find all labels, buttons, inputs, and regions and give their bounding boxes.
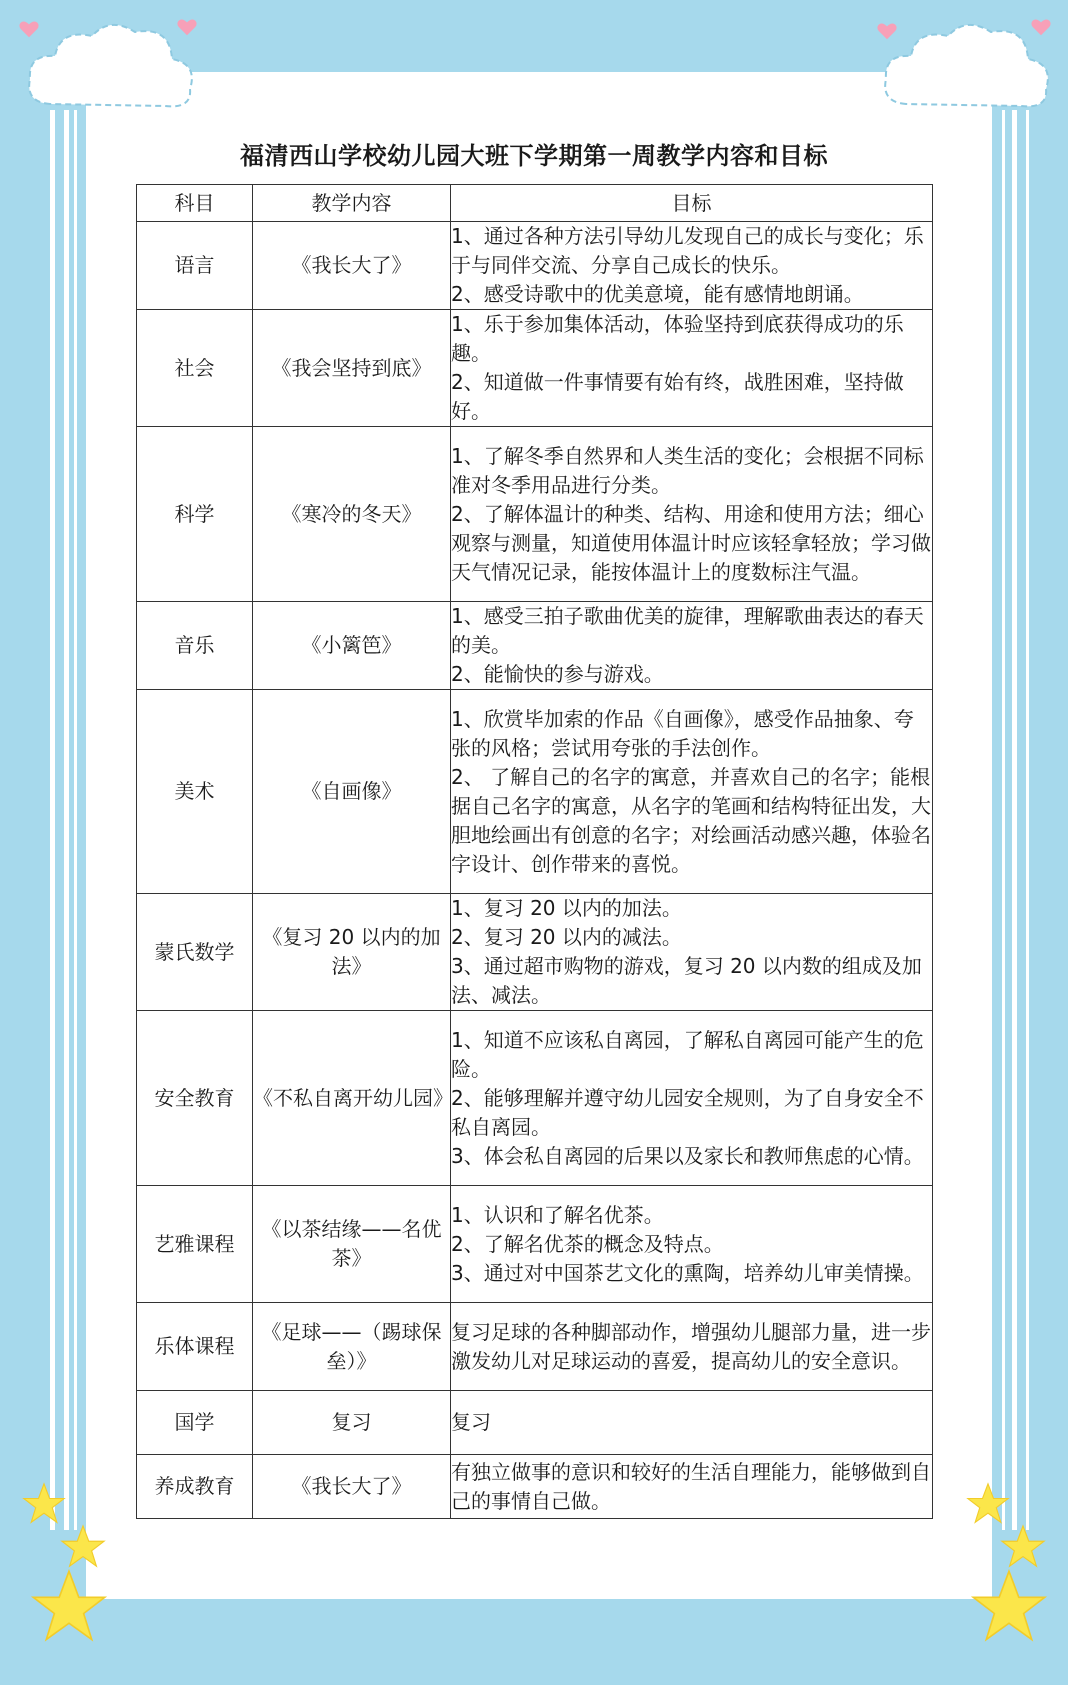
goal-cell: [451, 1186, 933, 1303]
goal-line: 1、认识和了解名优茶。: [451, 1202, 664, 1227]
goal-cell: [451, 894, 933, 1011]
table-row: [137, 602, 933, 690]
content-cell: 《我会坚持到底》: [253, 310, 451, 427]
goal-line: 1、知道不应该私自离园，了解私自离园可能产生的危险。: [451, 1027, 924, 1081]
goal-line: 3、体会私自离园的后果以及家长和教师焦虑的心情。: [451, 1143, 924, 1168]
content-cell: 《不私自离开幼儿园》: [253, 1011, 451, 1186]
content-cell: 《足球——（踢球保垒）》: [253, 1303, 451, 1391]
goal-line: 2、 了解自己的名字的寓意，并喜欢自己的名字；能根据自己名字的寓意，从名字的笔画和结构特征出发，大胆地绘画出有创意的名字；对绘画活动感兴趣，体验名字设计、创作带来的喜悦。: [451, 764, 931, 876]
heart-icon: [176, 16, 198, 38]
goal-line: 2、了解名优茶的概念及特点。: [451, 1231, 724, 1256]
goal-cell: [451, 1011, 933, 1186]
star-icon: [970, 1568, 1048, 1646]
goal-line: 有独立做事的意识和较好的生活自理能力，能够做到自己的事情自己做。: [451, 1459, 931, 1513]
table-row: [137, 427, 933, 602]
content-cell: 《寒冷的冬天》: [253, 427, 451, 602]
goal-cell: [451, 1303, 933, 1391]
content-cell: 《我长大了》: [253, 222, 451, 310]
left-stripe: [74, 110, 77, 1530]
goal-line: 复习足球的各种脚部动作，增强幼儿腿部力量，进一步激发幼儿对足球运动的喜爱，提高幼儿的安全意识。: [451, 1319, 931, 1373]
table-row: [137, 1391, 933, 1455]
table-row: [137, 310, 933, 427]
goal-line: 2、能够理解并遵守幼儿园安全规则，为了自身安全不私自离园。: [451, 1085, 924, 1139]
heart-icon: [18, 18, 40, 40]
right-stripe: [1012, 110, 1017, 1530]
table-body: [137, 222, 933, 1519]
goal-line: 2、知道做一件事情要有始有终，战胜困难，坚持做好。: [451, 370, 904, 423]
cloud-icon: [876, 14, 1056, 124]
goal-cell: [451, 1391, 933, 1455]
cloud-icon: [20, 14, 200, 124]
subject-cell: 蒙氏数学: [137, 894, 253, 1011]
goal-cell: [451, 690, 933, 894]
left-stripe: [50, 110, 55, 1530]
content-cell: 《小篱笆》: [253, 602, 451, 690]
header-content: 教学内容: [253, 185, 451, 222]
subject-cell: 科学: [137, 427, 253, 602]
page-title: 福清西山学校幼儿园大班下学期第一周教学内容和目标: [240, 142, 828, 170]
goal-line: 1、欣赏毕加索的作品《自画像》，感受作品抽象、夸张的风格；尝试用夸张的手法创作。: [451, 706, 914, 760]
goal-line: 3、通过超市购物的游戏，复习 20 以内数的组成及加法、减法。: [451, 954, 922, 1007]
goal-cell: [451, 602, 933, 690]
goal-line: 3、通过对中国茶艺文化的熏陶，培养幼儿审美情操。: [451, 1260, 924, 1285]
subject-cell: 美术: [137, 690, 253, 894]
table-row: [137, 894, 933, 1011]
content-cell: 《自画像》: [253, 690, 451, 894]
table-row: [137, 690, 933, 894]
goal-line: 2、了解体温计的种类、结构、用途和使用方法；细心观察与测量，知道使用体温计时应该轻拿轻放；学习做天气情况记录，能按体温计上的度数标注气温。: [451, 501, 931, 584]
goal-line: 2、复习 20 以内的减法。: [451, 925, 682, 949]
subject-cell: 艺雅课程: [137, 1186, 253, 1303]
goal-line: 1、了解冬季自然界和人类生活的变化；会根据不同标准对冬季用品进行分类。: [451, 443, 924, 497]
star-icon: [22, 1482, 66, 1526]
star-icon: [966, 1482, 1010, 1526]
goal-line: 复习: [451, 1410, 491, 1434]
table-row: [137, 1186, 933, 1303]
goal-line: 2、感受诗歌中的优美意境，能有感情地朗诵。: [451, 282, 864, 306]
heart-icon: [1030, 16, 1052, 38]
subject-cell: 乐体课程: [137, 1303, 253, 1391]
star-icon: [1000, 1524, 1046, 1570]
goal-line: 1、感受三拍子歌曲优美的旋律，理解歌曲表达的春天的美。: [451, 604, 924, 657]
table-header-row: [137, 185, 933, 222]
content-cell: 《以茶结缘——名优茶》: [253, 1186, 451, 1303]
table-row: [137, 1011, 933, 1186]
goal-line: 1、复习 20 以内的加法。: [451, 896, 682, 920]
subject-cell: 音乐: [137, 602, 253, 690]
star-icon: [60, 1524, 106, 1570]
table-row: [137, 1303, 933, 1391]
subject-cell: 语言: [137, 222, 253, 310]
heart-icon: [876, 20, 898, 42]
table-row: [137, 1455, 933, 1519]
right-stripe: [1002, 110, 1005, 1530]
left-stripe: [64, 110, 69, 1530]
goal-line: 1、通过各种方法引导幼儿发现自己的成长与变化；乐于与同伴交流、分享自己成长的快乐。: [451, 224, 924, 277]
header-goal: 目标: [451, 185, 933, 222]
goal-cell: [451, 222, 933, 310]
goal-line: 2、能愉快的参与游戏。: [451, 662, 664, 686]
subject-cell: 养成教育: [137, 1455, 253, 1519]
subject-cell: 安全教育: [137, 1011, 253, 1186]
content-cell: 《我长大了》: [253, 1455, 451, 1519]
content-cell: 《复习 20 以内的加法》: [253, 894, 451, 1011]
goal-cell: [451, 310, 933, 427]
goal-cell: [451, 1455, 933, 1519]
goal-cell: [451, 427, 933, 602]
subject-cell: 社会: [137, 310, 253, 427]
star-icon: [30, 1568, 108, 1646]
content-cell: 复习: [253, 1391, 451, 1455]
table-row: [137, 222, 933, 310]
right-stripe: [1026, 110, 1029, 1530]
lesson-plan-table: [136, 184, 933, 1519]
goal-line: 1、乐于参加集体活动，体验坚持到底获得成功的乐趣。: [451, 312, 904, 365]
subject-cell: 国学: [137, 1391, 253, 1455]
header-subject: 科目: [137, 185, 253, 222]
